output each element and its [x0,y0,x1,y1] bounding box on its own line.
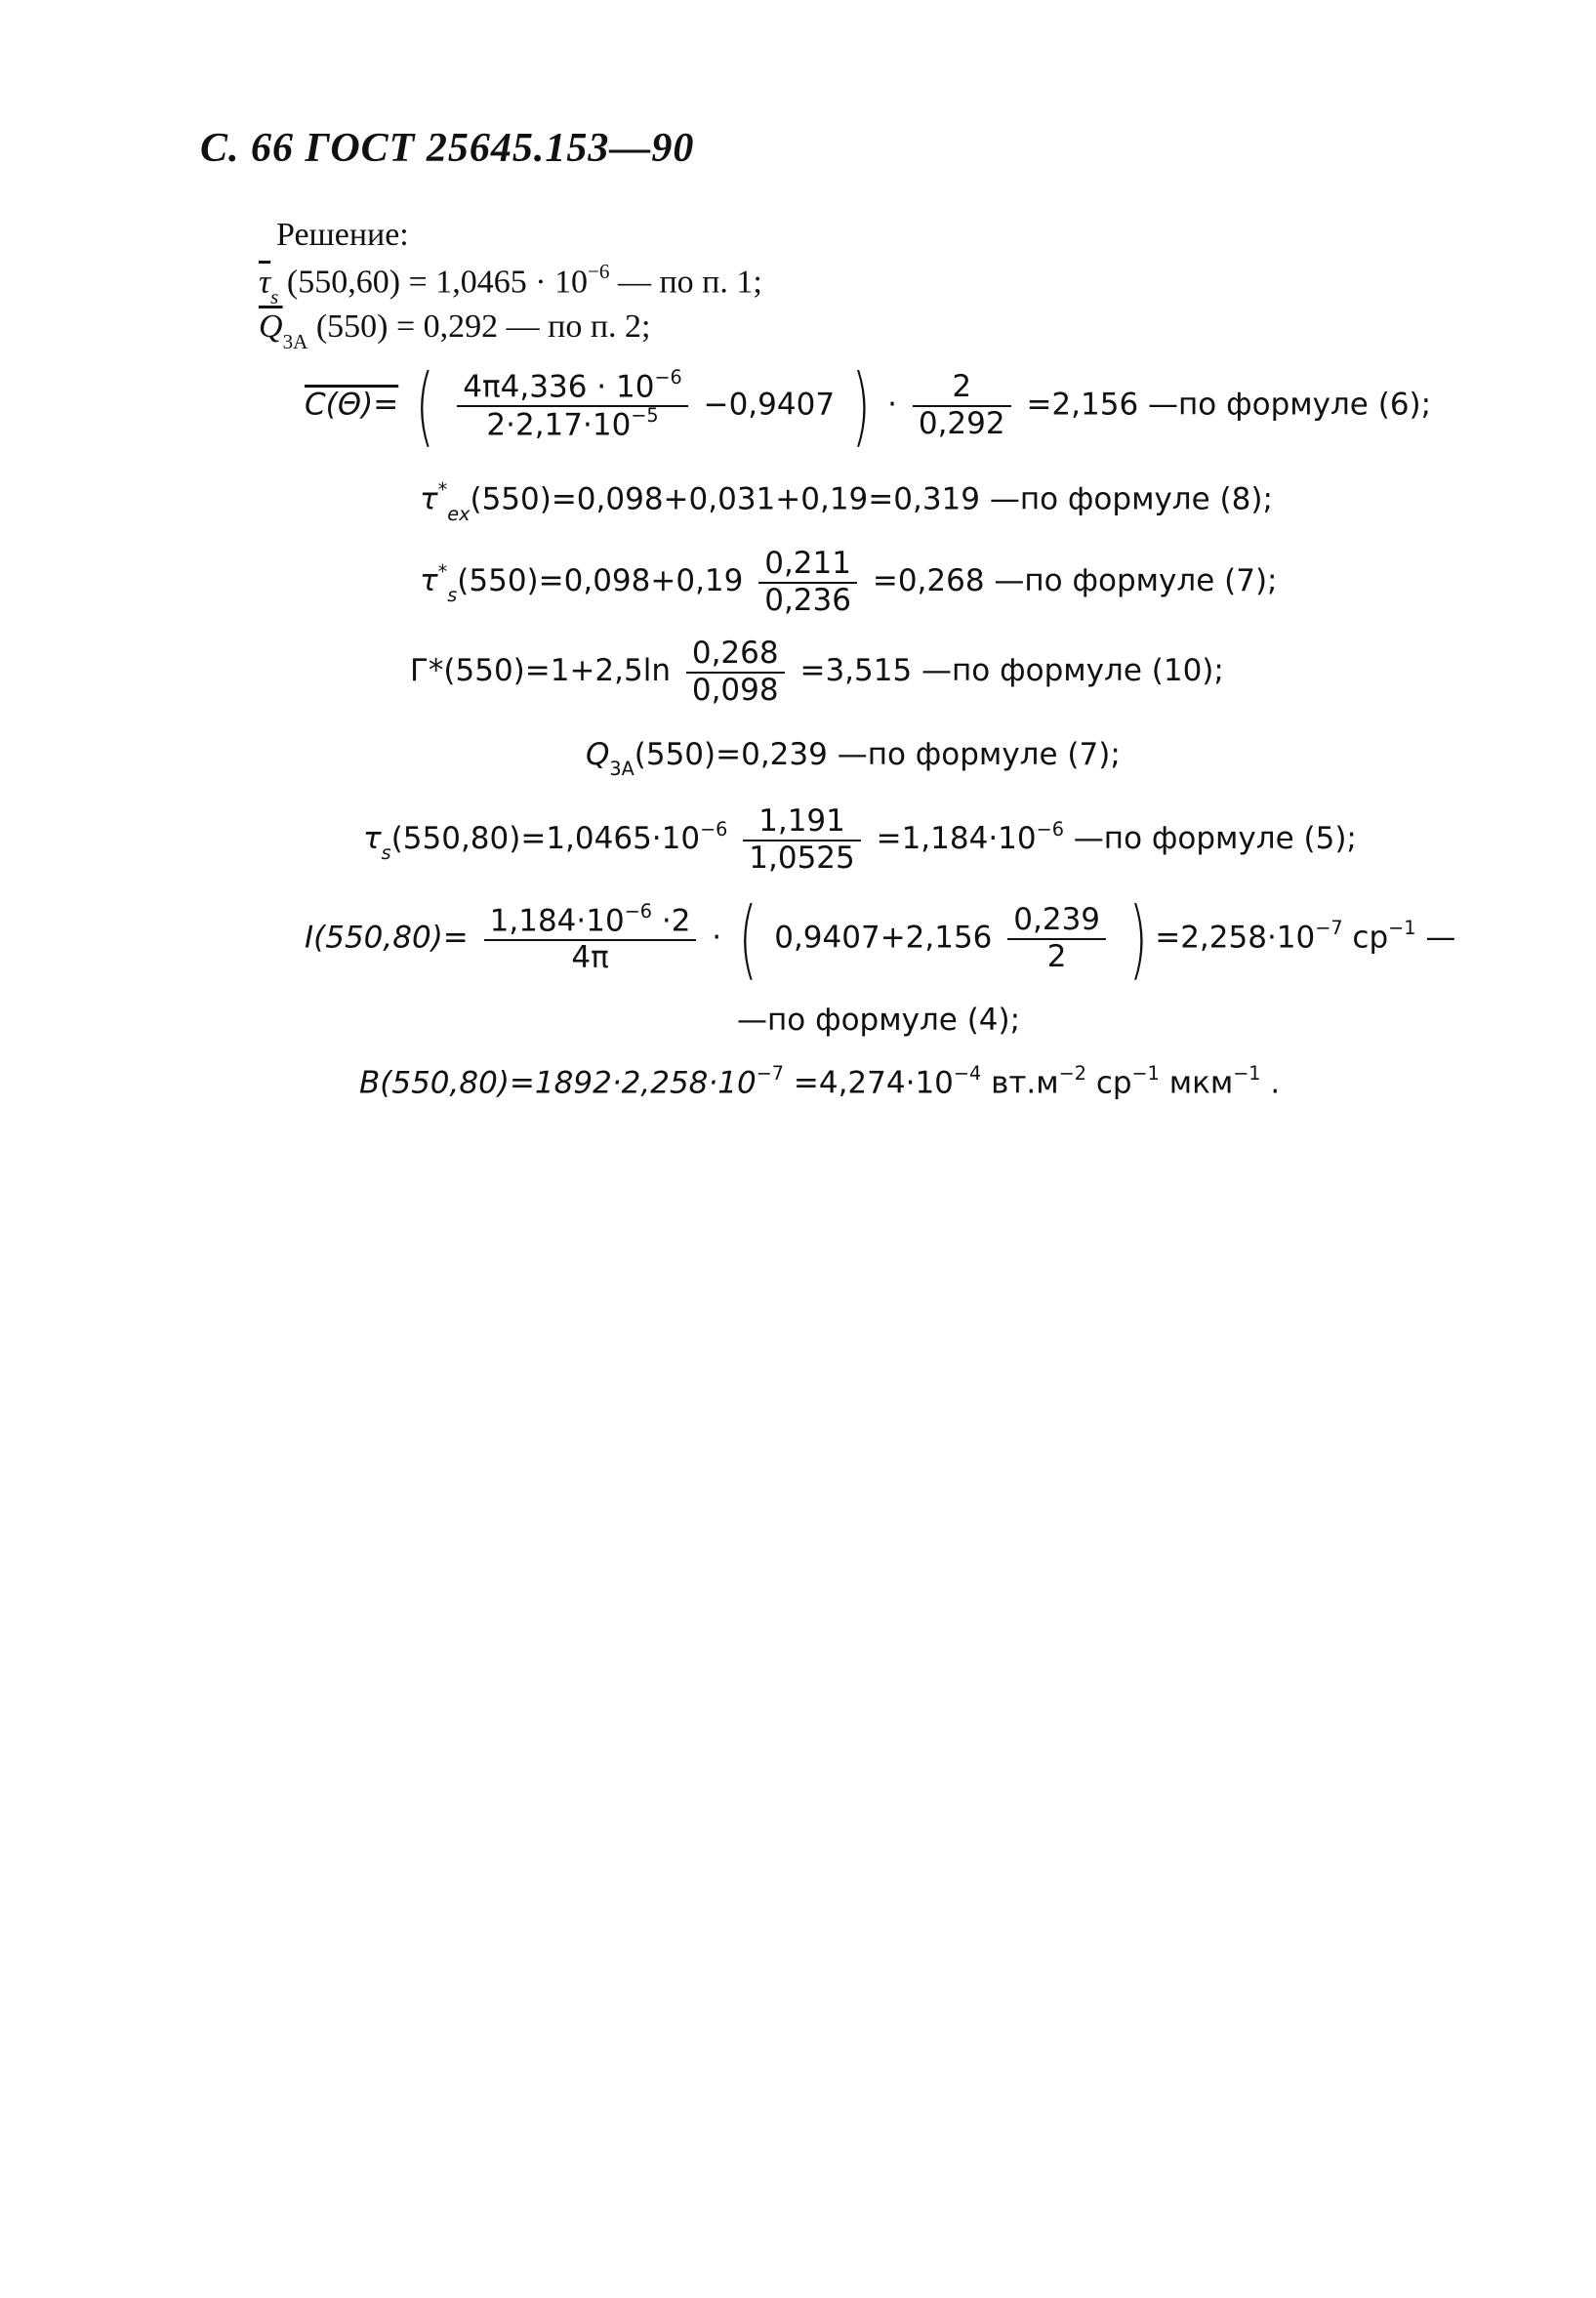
page-header: С. 66 ГОСТ 25645.153—90 [200,126,695,171]
equation-tau-s-80: $\tau_s(550,80)=1,0465\cdot 10^{-6}$ $\frac{1,191}{1,0525}$ $=1,184\cdot 10^{-6}$ —по формуле (5); [363,803,1357,876]
equation-gamma: Г*(550)=1+2,5ln $\frac{0,268}{0,098}$ =3,515 —по формуле (10); [410,636,1224,708]
solution-line-1: $\overline{\tau}_s$ $(550,60) = 1,0465 \cdot 10^{-6}$ — по п. 1; [259,260,762,309]
solution-title: Решение: [276,217,409,253]
right-paren: ) [1128,888,1148,989]
equation-tau-s-star: $\tau^*_s(550)=0,098+0,19$ $\frac{0,211}{0,236}$ =0,268 —по формуле (7); [420,546,1278,618]
fraction-c-second: $\frac{2}{0,292}$ [913,370,1011,441]
equation-b-550-80: $B(550,80)=1892\cdot 2,258\cdot 10^{-7} =4,274\cdot 10^{-4}$ $вт.м^{-2}$ $ср^{-1}$ мкм$^{-1}$ . [359,1062,1281,1101]
fraction-tau-s-star: $\frac{0,211}{0,236}$ [758,547,857,618]
equation-tau-ex: $\tau^*_{ex}(550)=0,098+0,031+0,19=0,319$ —по формуле (8); [420,478,1273,525]
equation-i-550-80: I(550,80)= $\frac{1,184\cdot 10^{-6} \cdot 2}{4\pi}$ · ( 0,9407+2,156 $\frac{0,239}{2}$ ) $=2,258\cdot 10^{-7}$ $ср^{-1}$ — [305,888,1456,989]
right-paren: ) [851,355,871,456]
equation-i-continuation: —по формуле (4); [737,1003,1021,1038]
left-paren: ( [415,355,434,456]
fraction-i-inner: $\frac{0,239}{2}$ [1007,903,1106,974]
solution-line-2: $\overline{Q}_{3A}$ (550) = 0,292 — по п. 2; [259,308,651,353]
equation-c-theta: C(Θ)= ( $\frac{4\pi 4,336 \cdot 10^{-6}}{2\cdot 2,17\cdot 10^{-5}}$ −0,9407 ) · $\frac{2}{0,292}$ =2,156 —по формуле (6); [305,355,1432,456]
fraction-gamma: $\frac{0,268}{0,098}$ [686,636,785,708]
left-paren: ( [738,888,757,989]
fraction-i-main: $\frac{1,184\cdot 10^{-6} \cdot 2}{4\pi}$ [484,903,697,976]
equation-q3a: $Q_{3A}(550)=0,239$ —по формуле (7); [586,737,1121,781]
fraction-c-main: $\frac{4\pi 4,336 \cdot 10^{-6}}{2\cdot 2,17\cdot 10^{-5}}$ [457,369,687,443]
fraction-tau-s-80: $\frac{1,191}{1,0525}$ [743,804,860,876]
